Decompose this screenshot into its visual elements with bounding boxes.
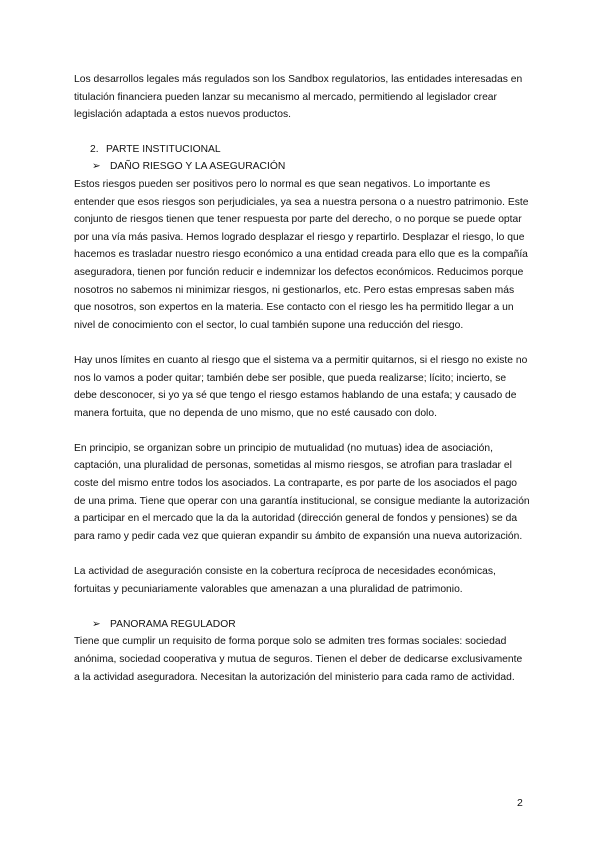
subsection-title-regulator: PANORAMA REGULADOR <box>110 618 236 630</box>
arrow-bullet-icon: ➢ <box>92 618 101 630</box>
section-heading <box>74 141 530 159</box>
subsection-heading-risk <box>74 158 530 176</box>
page-content <box>74 71 530 686</box>
paragraph-gap <box>74 598 530 616</box>
paragraph-regulatory: Tiene que cumplir un requisito de forma porque solo se admiten tres formas sociales: sociedad anónima, sociedad cooperativa y mutua de seguros. Tienen el deber de dedicarse exclusivamente a la actividad aseguradora. Necesitan la autorización del ministerio para cada ramo de actividad. <box>74 636 523 683</box>
page-number: 2 <box>517 797 523 809</box>
section-number: 2. <box>90 143 99 155</box>
paragraph-mutuality: En principio, se organizan sobre un principio de mutualidad (no mutuas) idea de asociación, captación, una pluralidad de personas, sometidas al mismo riesgos, se atrofian para trasladar el coste del mismo entre todos los asociados. La contraparte, es por parte de los asociados el pago de una prima. Tiene que operar con una garantía institucional, se consigue mediante la autorización a participar en el mercado que la da la autoridad (dirección general de fondos y pensiones) se da para ramo y pedir cada vez que quieran expandir su ámbito de expansión una nueva autorización. <box>74 442 530 542</box>
section-title: PARTE INSTITUCIONAL <box>106 143 221 155</box>
subsection-title-risk: DAÑO RIESGO Y LA ASEGURACIÓN <box>110 161 286 173</box>
paragraph-risk-1: Estos riesgos pueden ser positivos pero lo normal es que sean negativos. Lo importante es entender que esos riesgos son perjudiciales, ya sea a nuestra persona o a nuestro patrimonio. Este conjunto de riesgos tienen que tener respuesta por parte del derecho, o no porque se puede optar por una vía más pasiva. Hemos logrado desplazar el riesgo y repartirlo. Desplazar el riesgo, lo que hacemos es trasladar nuestro riesgo económico a una entidad creada para ello que es la compañía aseguradora, tienen por función reducir e indemnizar los defectos económicos. Reducimos porque nosotros no sabemos ni minimizar riesgos, ni gestionarlos, etc. Pero estas empresas saben más que nosotros, son expertos en la materia. Ese contacto con el riesgo les ha permitido llegar a un nivel de conocimiento con el sector, lo cual también supone una reducción del riesgo. <box>74 178 529 331</box>
paragraph-gap <box>74 334 530 352</box>
paragraph-gap <box>74 545 530 563</box>
paragraph-risk-limits: Hay unos límites en cuanto al riesgo que el sistema va a permitir quitarnos, si el riesgo no existe no nos lo vamos a poder quitar; también debe ser posible, que pueda realizarse; lícito; incierto, se debe desconocer, si yo ya sé que tengo el riesgo estamos hablando de una estafa; y causado de manera fortuita, que no dependa de uno mismo, que no esté causado con dolo. <box>74 354 528 419</box>
intro-paragraph: Los desarrollos legales más regulados son los Sandbox regulatorios, las entidades interesadas en titulación financiera pueden lanzar su mecanismo al mercado, permitiendo al legislador crear legislación adaptada a estos nuevos productos. <box>74 74 523 121</box>
arrow-bullet-icon: ➢ <box>92 161 101 173</box>
paragraph-insurance-activity: La actividad de aseguración consiste en la cobertura recíproca de necesidades económicas, fortuitas y pecuniariamente valorables que amenazan a una pluralidad de patrimonio. <box>74 566 496 595</box>
subsection-heading-regulator <box>74 616 530 634</box>
paragraph-gap <box>74 422 530 440</box>
